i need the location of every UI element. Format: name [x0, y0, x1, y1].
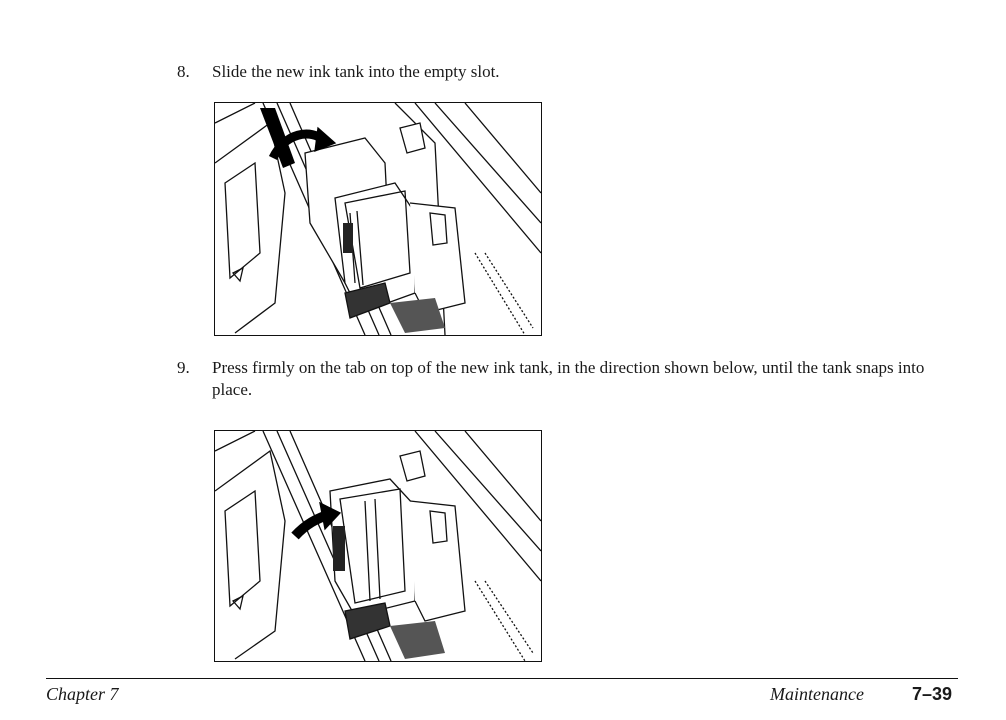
step-text: Slide the new ink tank into the empty slot. — [212, 62, 500, 81]
footer-section-title: Maintenance — [770, 684, 864, 704]
ink-tank-press-illustration — [214, 430, 542, 662]
step-number: 9. — [177, 358, 190, 377]
footer-chapter: Chapter 7 — [46, 684, 119, 704]
step-number: 8. — [177, 62, 190, 81]
step-text: Press firmly on the tab on top of the new ink tank, in the direction shown below, until the tank snaps into place. — [212, 358, 925, 399]
footer-divider — [46, 678, 958, 679]
footer-page-number: 7–39 — [912, 684, 953, 704]
ink-tank-insertion-illustration — [214, 102, 542, 336]
